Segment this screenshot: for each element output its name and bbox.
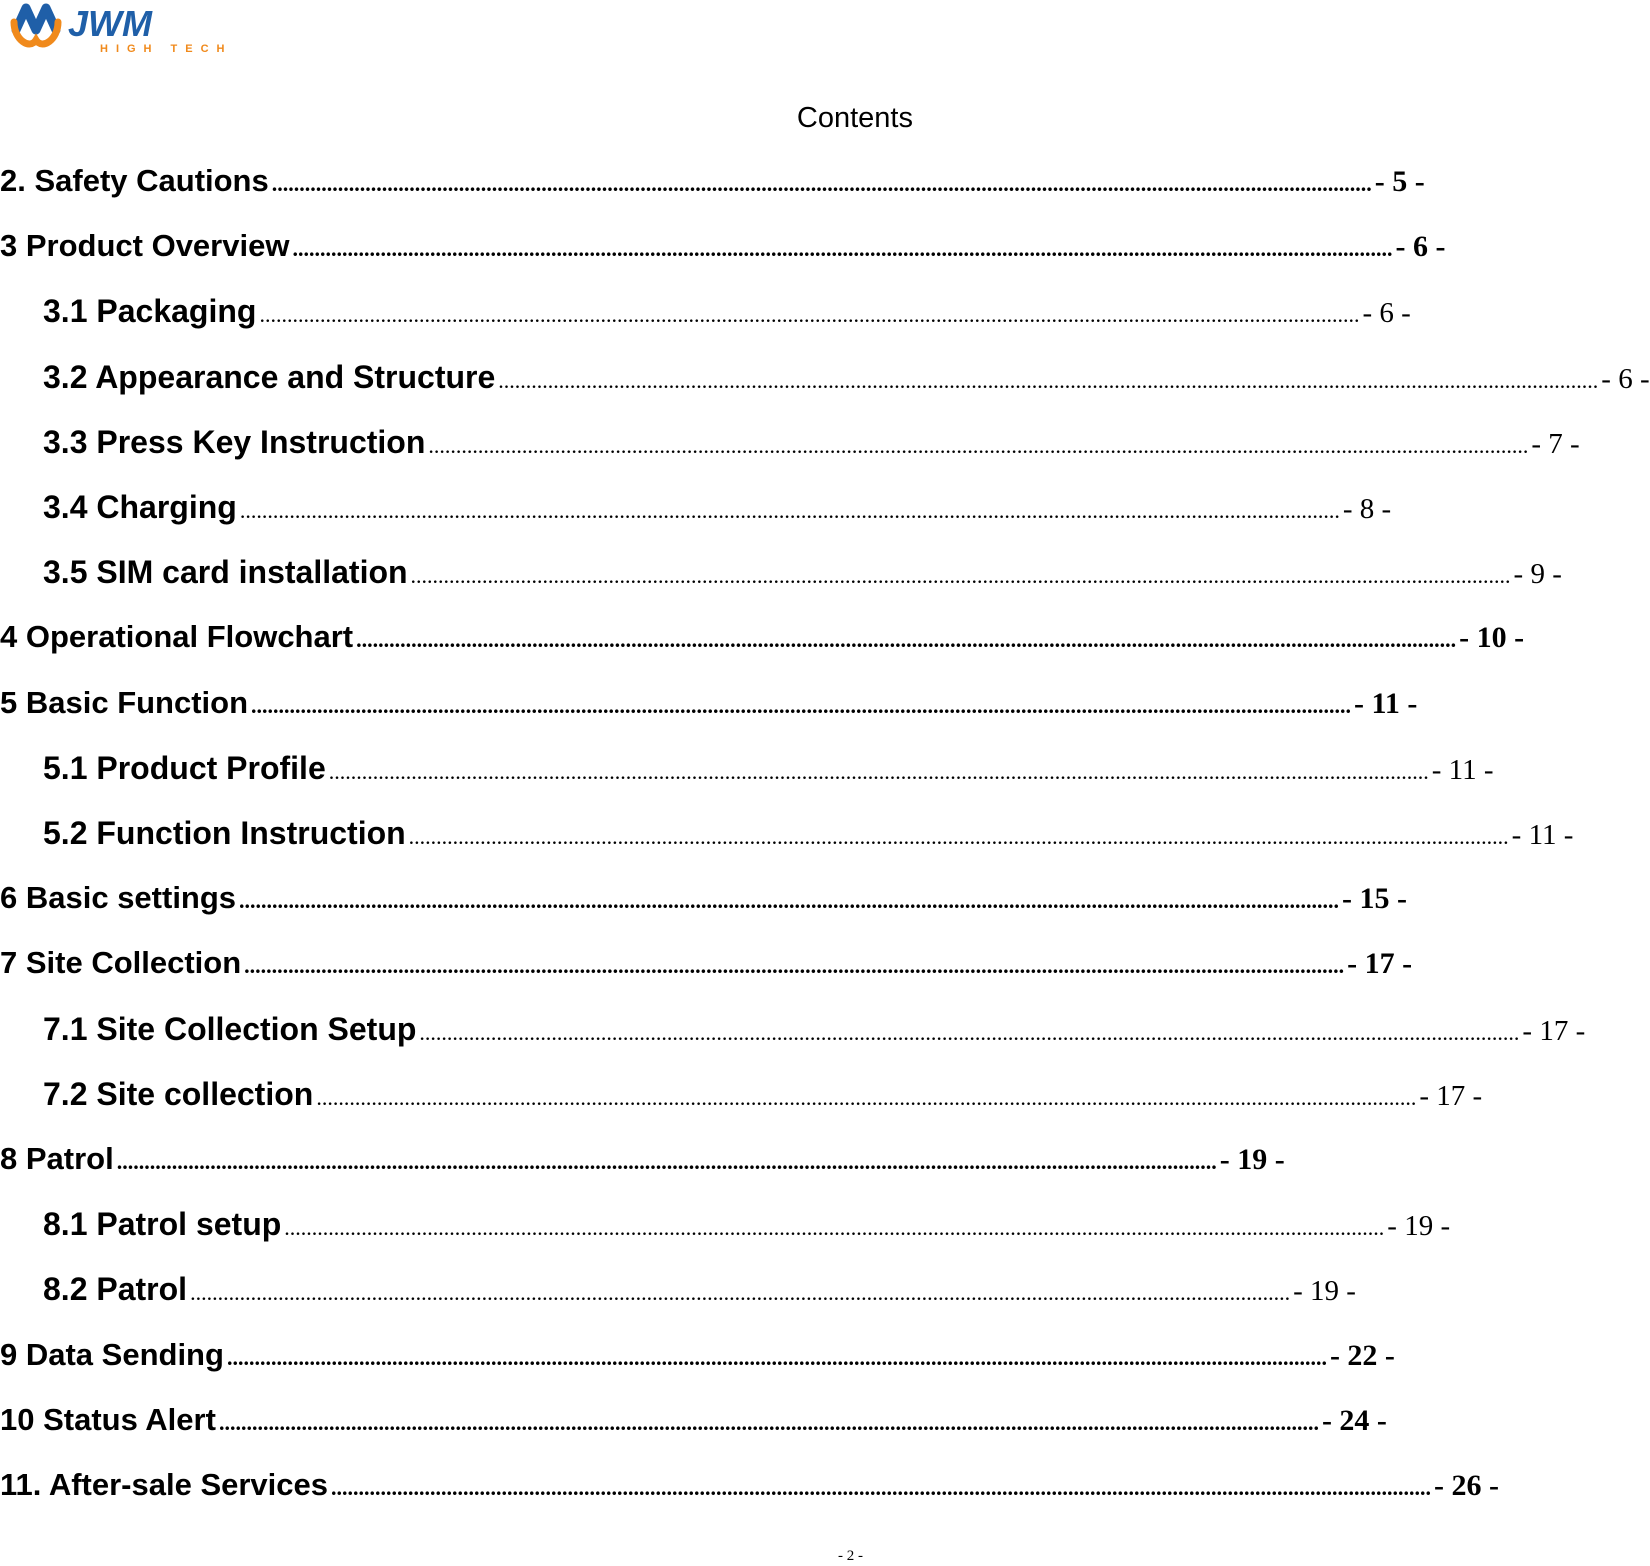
toc-entry-title: 5 Basic Function [0,685,249,720]
toc-dot-leader: ........................................................................................................................................................................................................ [316,1085,1417,1110]
toc-entry-page: - 26 - [1434,1469,1499,1502]
toc-entry[interactable] [0,1337,1395,1377]
toc-dot-leader: ........................................................................................................................................................................................................ [259,302,1360,327]
toc-entry-title: 3.4 Charging [43,489,237,525]
toc-dot-leader: ........................................................................................................................................................................................................ [328,759,1429,784]
toc-entry[interactable] [0,1141,1285,1181]
toc-entry[interactable] [43,1206,1451,1246]
toc-entry-title: 7.2 Site collection [43,1076,314,1112]
toc-entry-page: - 11 - [1511,819,1574,851]
toc-dot-leader: ........................................................................................................................................................................................................ [408,824,1509,849]
toc-entry-title: 10 Status Alert [0,1402,216,1437]
toc-dot-leader: ........................................................................................................................................................................................................ [226,1345,1327,1370]
toc-dot-leader: ........................................................................................................................................................................................................ [239,888,1340,913]
toc-entry-page: - 7 - [1531,428,1580,460]
toc-entry[interactable] [0,880,1408,920]
toc-entry[interactable] [43,359,1650,399]
toc-entry[interactable] [0,228,1446,268]
toc-entry[interactable] [43,1011,1586,1051]
toc-entry-page: - 6 - [1362,297,1411,329]
toc-dot-leader: ........................................................................................................................................................................................................ [292,236,1393,261]
toc-entry-page: - 19 - [1293,1275,1356,1307]
toc-dot-leader: ........................................................................................................................................................................................................ [498,368,1599,393]
toc-entry-title: 5.2 Function Instruction [43,815,406,851]
toc-entry-page: - 8 - [1342,493,1392,525]
toc-dot-leader: ........................................................................................................................................................................................................ [116,1149,1217,1174]
toc-dot-leader: ........................................................................................................................................................................................................ [244,953,1345,978]
page-number: - 2 - [838,1548,863,1564]
toc-entry[interactable] [43,424,1580,464]
toc-dot-leader: ........................................................................................................................................................................................................ [239,498,1340,523]
toc-heading: Contents [796,102,913,134]
toc-dot-leader: ........................................................................................................................................................................................................ [428,433,1529,458]
toc-entry-title: 8.1 Patrol setup [43,1206,282,1242]
toc-dot-leader: ........................................................................................................................................................................................................ [410,563,1511,588]
toc-entry[interactable] [43,1076,1483,1116]
logo-wordmark: JWM [68,3,152,44]
toc-entry[interactable] [43,750,1494,790]
toc-entry-title: 7.1 Site Collection Setup [43,1011,417,1047]
toc-dot-leader: ........................................................................................................................................................................................................ [284,1215,1385,1240]
toc-entry[interactable] [0,945,1413,985]
toc-dot-leader: ........................................................................................................................................................................................................ [251,693,1352,718]
toc-entry-title: 7 Site Collection [0,945,242,980]
toc-entry-page: - 22 - [1329,1339,1395,1372]
toc-entry-title: 3.1 Packaging [43,293,257,329]
toc-entry-title: 3.3 Press Key Instruction [43,424,426,460]
toc-entry-page: - 6 - [1395,230,1446,263]
toc-dot-leader: ........................................................................................................................................................................................................ [356,627,1457,652]
toc-entry[interactable] [43,293,1411,333]
toc-entry-title: 3.2 Appearance and Structure [43,359,496,395]
toc-dot-leader: ........................................................................................................................................................................................................ [190,1280,1291,1305]
toc-entry[interactable] [43,554,1562,594]
toc-dot-leader: ........................................................................................................................................................................................................ [419,1020,1520,1045]
toc-entry-page: - 9 - [1513,558,1562,590]
toc-entry[interactable] [0,163,1425,203]
toc-entry-page: - 19 - [1387,1210,1451,1242]
toc-entry-title: 9 Data Sending [0,1337,224,1372]
toc-entry-page: - 15 - [1342,882,1408,915]
toc-entry-title: 2. Safety Cautions [0,163,269,198]
toc-entry[interactable] [0,1467,1499,1507]
toc-entry-title: 8 Patrol [0,1141,114,1176]
logo-subtext: HIGH TECH [100,43,233,55]
toc-entry-page: - 11 - [1431,754,1494,786]
toc-entry[interactable] [43,1271,1356,1311]
toc-entry-title: 3.5 SIM card installation [43,554,408,590]
toc-entry-title: 8.2 Patrol [43,1271,188,1307]
toc-entry-title: 4 Operational Flowchart [0,619,354,654]
toc-entry-title: 11. After-sale Services [0,1467,329,1502]
toc-entry-page: - 5 - [1374,165,1425,198]
toc-entry[interactable] [0,619,1525,659]
toc-entry-page: - 17 - [1419,1080,1483,1112]
toc-entry[interactable] [0,685,1418,725]
toc-dot-leader: ........................................................................................................................................................................................................ [331,1475,1432,1500]
toc-entry-page: - 11 - [1354,687,1418,720]
brand-logo [10,0,233,58]
toc-dot-leader: ........................................................................................................................................................................................................ [271,171,1372,196]
toc-entry-title: 3 Product Overview [0,228,290,263]
toc-entry[interactable] [43,489,1392,529]
toc-entry[interactable] [43,815,1574,855]
toc-entry[interactable] [0,1402,1387,1442]
toc-entry-page: - 17 - [1522,1015,1586,1047]
toc-entry-page: - 10 - [1459,621,1525,654]
toc-entry-title: 5.1 Product Profile [43,750,326,786]
toc-entry-page: - 19 - [1219,1143,1285,1176]
toc-entry-page: - 24 - [1321,1404,1387,1437]
toc-entry-page: - 17 - [1347,947,1413,980]
toc-entry-page: - 6 - [1601,363,1650,395]
toc-dot-leader: ........................................................................................................................................................................................................ [218,1410,1319,1435]
toc-entry-title: 6 Basic settings [0,880,237,915]
